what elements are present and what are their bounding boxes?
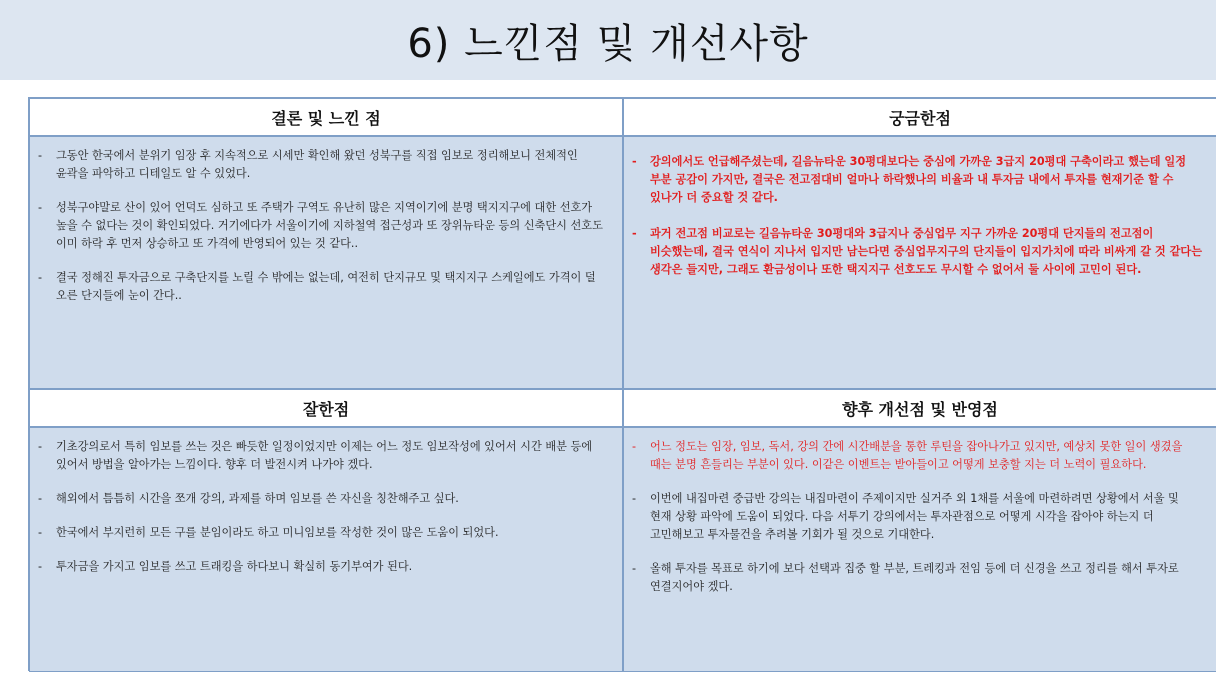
list-item: - 결국 정해진 투자금으로 구축단지를 노릴 수 밖에는 없는데, 여전히 단지규모 및 택지지구 스케일에도 가격이 덜 오른 단지들에 눈이 간다.. xyxy=(38,269,610,305)
list-item: - 해외에서 틈틈히 시간을 쪼개 강의, 과제를 하며 임보를 쓴 자신을 칭찬해주고 싶다. xyxy=(38,490,610,508)
cell-done-well xyxy=(29,427,623,672)
cell-curious xyxy=(623,136,1216,389)
reflection-table xyxy=(28,97,1216,671)
list-item: - 한국에서 부지런히 모든 구를 분임이라도 하고 미니임보를 작성한 것이 많은 도움이 되었다. xyxy=(38,524,610,542)
list-item: - 성북구야말로 산이 있어 언덕도 심하고 또 주택가 구역도 유난히 많은 지역이기에 분명 택지지구에 대한 선호가 높을 수 없다는 것이 확인되었다. 거기에다가 서울이기에 지하철역 접근성과 또 장위뉴타운 등의 신축단시 선호도 이미 하락 후 먼저 상승하고 또 가격에 반영되어 있는 것 같다.. xyxy=(38,199,610,253)
page-title: 6) 느낀점 및 개선사항 xyxy=(407,20,809,67)
done-well-list xyxy=(38,438,610,576)
title-band xyxy=(0,0,1216,80)
list-item: - 강의에서도 언급해주셨는데, 길음뉴타운 30평대보다는 중심에 가까운 3급지 20평대 구축이라고 했는데 일정 부분 공감이 가지만, 결국은 전고점대비 얼마나 하락했나의 비율과 내 투자금 내에서 투자를 현재기준 할 수 있나가 더 중요할 것 같다. xyxy=(632,153,1204,207)
header-conclusion: 결론 및 느낀 점 xyxy=(29,98,623,136)
list-item: - 이번에 내집마련 중급반 강의는 내집마련이 주제이지만 실거주 외 1채를 서울에 마련하려면 상황에서 서울 및 현재 상황 파악에 도움이 되었다. 다음 서투기 강의에서는 투자관점으로 어떻게 시각을 잡아야 하는지 더 고민해보고 투자물건을 추려볼 기회가 될 것으로 기대한다. xyxy=(632,490,1204,544)
improve-list xyxy=(632,438,1204,596)
cell-conclusion xyxy=(29,136,623,389)
list-item: - 올해 투자를 목표로 하기에 보다 선택과 집중 할 부분, 트레킹과 전임 등에 더 신경을 쓰고 정리를 해서 투자로 연결지어야 겠다. xyxy=(632,560,1204,596)
conclusion-list xyxy=(38,147,610,305)
list-item-highlight: - 어느 정도는 임장, 임보, 독서, 강의 간에 시간배분을 통한 루틴을 잡아나가고 있지만, 예상치 못한 일이 생겼을 때는 분명 흔들리는 부분이 있다. 이같은 이벤트는 받아들이고 어떻게 보충할 지는 더 노력이 필요하다. xyxy=(632,438,1204,474)
curious-list xyxy=(632,153,1204,279)
list-item: - 과거 전고점 비교로는 길음뉴타운 30평대와 3급지나 중심업무 지구 가까운 20평대 단지들의 전고점이 비슷했는데, 결국 연식이 지나서 입지만 남는다면 중심업무지구의 단지들이 입지가치에 따라 비싸게 갈 것 같다는 생각은 들지만, 그래도 환금성이나 또한 택지지구 선호도도 무시할 수 없어서 둘 사이에 고민이 된다. xyxy=(632,225,1204,279)
list-item: - 기초강의로서 특히 임보를 쓰는 것은 빠듯한 일정이었지만 이제는 어느 정도 임보작성에 있어서 시간 배분 등에 있어서 방법을 알아가는 느낌이다. 향후 더 발전시켜 나가야 겠다. xyxy=(38,438,610,474)
cell-improve xyxy=(623,427,1216,672)
header-improve: 향후 개선점 및 반영점 xyxy=(623,389,1216,427)
list-item: - 그동안 한국에서 분위기 임장 후 지속적으로 시세만 확인해 왔던 성북구를 직접 임보로 정리해보니 전체적인 윤곽을 파악하고 디테일도 알 수 있었다. xyxy=(38,147,610,183)
list-item: - 투자금을 가지고 임보를 쓰고 트래킹을 하다보니 확실히 동기부여가 된다. xyxy=(38,558,610,576)
header-done-well: 잘한점 xyxy=(29,389,623,427)
header-curious: 궁금한점 xyxy=(623,98,1216,136)
